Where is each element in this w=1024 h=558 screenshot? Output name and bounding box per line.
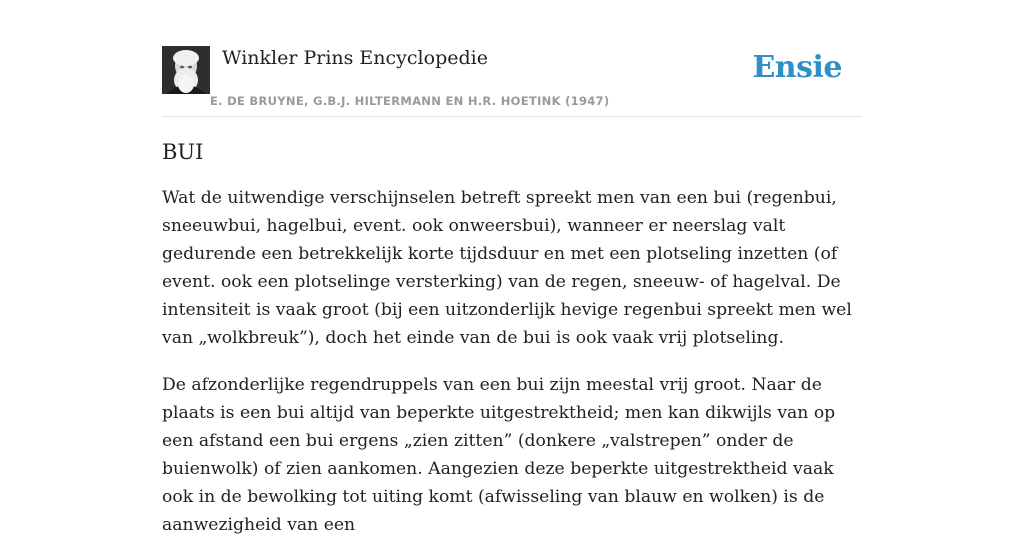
article [162, 140, 862, 558]
authors-byline: E. DE BRUYNE, G.B.J. HILTERMANN EN H.R. HOETINK (1947) [210, 94, 610, 108]
site-title[interactable]: Winkler Prins Encyclopedie [222, 47, 488, 69]
avatar-portrait-icon [162, 46, 210, 94]
article-paragraph: De afzonderlijke regendruppels van een bui zijn meestal vrij groot. Naar de plaats is een bui altijd van beperkte uitgestrektheid; men kan dikwijls van op een afstand een bui ergens „zien zitten” (donkere „valstrepen” onder de buienwolk) of zien aankomen. Aangezien deze beperkte uitgestrektheid vaak ook in de bewolking tot uiting komt (afwisseling van blauw en wolken) is de aanwezigheid van een [162, 375, 836, 535]
site-header [162, 46, 862, 117]
article-paragraph: Wat de uitwendige verschijnselen betreft spreekt men van een bui (regenbui, sneeuwbui, hagelbui, event. ook onweersbui), wanneer er neerslag valt gedurende een betrekkelijk korte tijdsduur en met een plotseling inzetten (of event. ook een plotselinge versterking) van de regen, sneeuw- of hagelval. De intensiteit is vaak groot (bij een uitzonderlijk hevige regenbui spreekt men wel van „wolkbreuk”), doch het einde van de bui is ook vaak vrij plotseling. [162, 188, 852, 348]
article-headword: BUI [162, 140, 204, 164]
author-avatar [162, 46, 210, 94]
ensie-logo[interactable]: Ensie [752, 50, 842, 85]
